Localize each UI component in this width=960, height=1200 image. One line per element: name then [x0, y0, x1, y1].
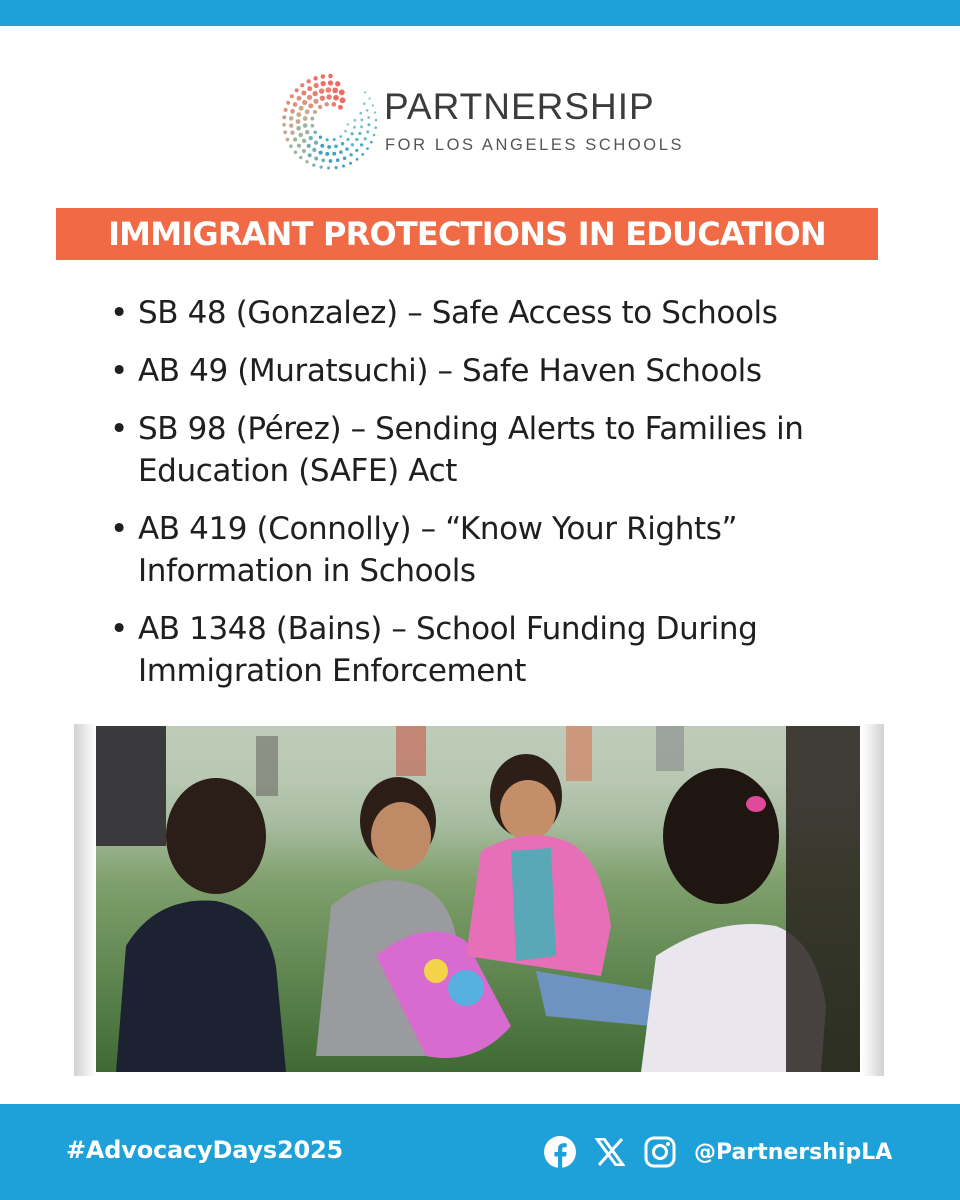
logo-dot [336, 158, 340, 162]
logo-dot [307, 144, 311, 148]
logo-dot [343, 156, 347, 160]
logo-dot [349, 162, 352, 165]
bill-text: AB 49 (Muratsuchi) – Safe Haven Schools [138, 353, 762, 389]
logo-dot [313, 91, 318, 96]
logo-dot [344, 130, 347, 133]
logo-dot [331, 102, 336, 107]
logo-dot [329, 159, 333, 163]
list-item [108, 608, 908, 692]
instagram-icon[interactable] [642, 1134, 678, 1170]
logo-dot [368, 97, 370, 99]
logo-dot [353, 126, 356, 129]
hashtag: #AdvocacyDays2025 [66, 1136, 343, 1164]
logo-dot [355, 149, 358, 152]
logo-dot [311, 124, 315, 128]
logo-dot [303, 123, 308, 128]
logo-dot [308, 153, 312, 157]
logo-dot [358, 132, 361, 135]
logo-dot [286, 138, 290, 142]
list-item [108, 350, 908, 392]
logo-dot [302, 100, 307, 105]
bill-text: SB 48 (Gonzalez) – Safe Access to Schools [138, 295, 778, 331]
logo-dot [290, 131, 294, 135]
logo-dot [360, 125, 363, 128]
logo-dot [313, 131, 317, 135]
x-icon[interactable] [592, 1134, 628, 1170]
logo-dot [364, 91, 366, 93]
bullet: • [110, 511, 128, 547]
logo-dot [319, 151, 323, 155]
bullet: • [110, 295, 128, 331]
bill-list [108, 292, 908, 708]
logo-dot [300, 83, 304, 87]
logo-dot [339, 89, 345, 95]
logo-dot [321, 74, 325, 78]
logo-dot [351, 143, 354, 146]
logo-dot [290, 109, 295, 114]
logo-dot [328, 74, 333, 79]
bullet: • [110, 611, 128, 647]
logo-dot [313, 76, 317, 80]
logo-dot [307, 79, 311, 83]
logo-dot [334, 144, 338, 148]
logo-dot [375, 119, 377, 121]
logo-dot [319, 136, 322, 139]
logo-dot [346, 138, 349, 141]
logo-dot [320, 96, 325, 101]
logo-dot [374, 126, 377, 129]
logo-dot [326, 138, 329, 141]
logo-dot [332, 152, 336, 156]
students-photo [96, 726, 860, 1072]
bill-text: SB 98 (Pérez) – Sending Alerts to Families in Education (SAFE) Act [138, 411, 804, 489]
logo-dot [326, 87, 332, 93]
logo-dot [307, 95, 312, 100]
list-item [108, 292, 908, 334]
bullet: • [110, 411, 128, 447]
logo-dot [282, 115, 286, 119]
logo-dot [366, 130, 369, 133]
logo-subtitle: FOR LOS ANGELES SCHOOLS [385, 136, 685, 154]
logo-dot [355, 138, 358, 141]
logo-dot [328, 80, 333, 85]
logo-dot [349, 153, 352, 156]
logo-dot [327, 166, 330, 169]
logo-dot [293, 137, 297, 141]
logo-dot [301, 91, 306, 96]
logo-dot [347, 123, 349, 125]
facebook-icon[interactable] [542, 1134, 578, 1170]
title-banner [56, 208, 878, 260]
logo-dot [303, 116, 308, 121]
logo-dot [302, 149, 306, 153]
logo-dot [296, 112, 301, 117]
logo-dot [338, 105, 343, 110]
logo-dot [310, 117, 314, 121]
logo-dot [305, 130, 309, 134]
logo-dot [314, 157, 318, 161]
logo-dot [342, 164, 345, 167]
logo-dot [312, 148, 316, 152]
logo-dot [356, 158, 359, 161]
logo-swirl-mark [280, 66, 380, 176]
logo-dot [335, 81, 340, 86]
logo-dot [318, 105, 322, 109]
logo-dot [340, 97, 346, 103]
logo-dot [314, 83, 319, 88]
logo-dot [333, 95, 339, 101]
top-accent-bar [0, 0, 960, 26]
logo-dot [313, 110, 317, 114]
logo-dot [309, 136, 313, 140]
list-item [108, 408, 908, 492]
partnership-logo [280, 66, 685, 176]
logo-dot [284, 108, 288, 112]
logo-dot [289, 144, 293, 148]
logo-dot [363, 102, 366, 105]
logo-dot [345, 147, 349, 151]
logo-dot [372, 104, 374, 106]
logo-dot [296, 126, 301, 131]
logo-dot [327, 145, 331, 149]
page-title: IMMIGRANT PROTECTIONS IN EDUCATION [108, 215, 826, 253]
bill-text: AB 1348 (Bains) – School Funding During Immigration Enforcement [138, 611, 758, 689]
logo-dot [333, 138, 336, 141]
logo-dot [367, 123, 370, 126]
logo-dot [296, 119, 301, 124]
logo-dot [298, 133, 303, 138]
bullet: • [110, 353, 128, 389]
logo-dot [319, 165, 322, 168]
logo-dot [297, 96, 302, 101]
logo-dot [360, 118, 363, 121]
logo-dot [326, 94, 332, 100]
logo-dot [321, 81, 326, 86]
logo-dot [321, 159, 325, 163]
logo-dot [282, 123, 286, 127]
logo-dot [325, 152, 329, 156]
logo-dot [366, 109, 369, 112]
logo-wordmark: PARTNERSHIP [384, 86, 655, 127]
logo-dot [374, 111, 376, 113]
logo-dot [283, 130, 287, 134]
logo-dot [289, 116, 294, 121]
logo-dot [360, 143, 363, 146]
logo-dot [295, 88, 299, 92]
logo-dot [353, 119, 356, 122]
logo-dot [332, 88, 338, 94]
logo-dot [364, 137, 367, 140]
logo-dot [341, 142, 344, 145]
logo-dot [351, 132, 354, 135]
logo-dot [312, 163, 315, 166]
logo-dot [320, 144, 324, 148]
logo-dot [339, 150, 343, 154]
logo-dot [361, 153, 364, 156]
logo-dot [299, 156, 302, 159]
logo-dot [286, 101, 290, 105]
logo-dot [305, 109, 310, 114]
logo-dot [302, 139, 306, 143]
social-links [542, 1132, 892, 1172]
logo-dot [299, 106, 304, 111]
logo-dot [313, 99, 318, 104]
logo-dot [297, 144, 301, 148]
bill-text: AB 419 (Connolly) – “Know Your Rights” Information in Schools [138, 511, 738, 589]
logo-dot [294, 151, 298, 155]
logo-dot [289, 123, 293, 127]
social-handle[interactable]: @PartnershipLA [694, 1139, 893, 1165]
logo-dot [307, 86, 312, 91]
logo-dot [314, 141, 318, 145]
logo-dot [290, 94, 294, 98]
logo-dot [373, 134, 376, 137]
footer-bar [0, 1104, 960, 1200]
logo-dot [370, 141, 373, 144]
logo-dot [367, 116, 370, 119]
logo-dot [335, 166, 338, 169]
logo-dot [308, 103, 313, 108]
logo-dot [366, 147, 369, 150]
logo-dot [319, 88, 325, 94]
logo-dot [359, 112, 362, 115]
logo-dot [324, 102, 329, 107]
logo-dot [339, 135, 342, 138]
logo-dot [305, 160, 308, 163]
logo-dot [293, 102, 298, 107]
list-item [108, 508, 908, 592]
